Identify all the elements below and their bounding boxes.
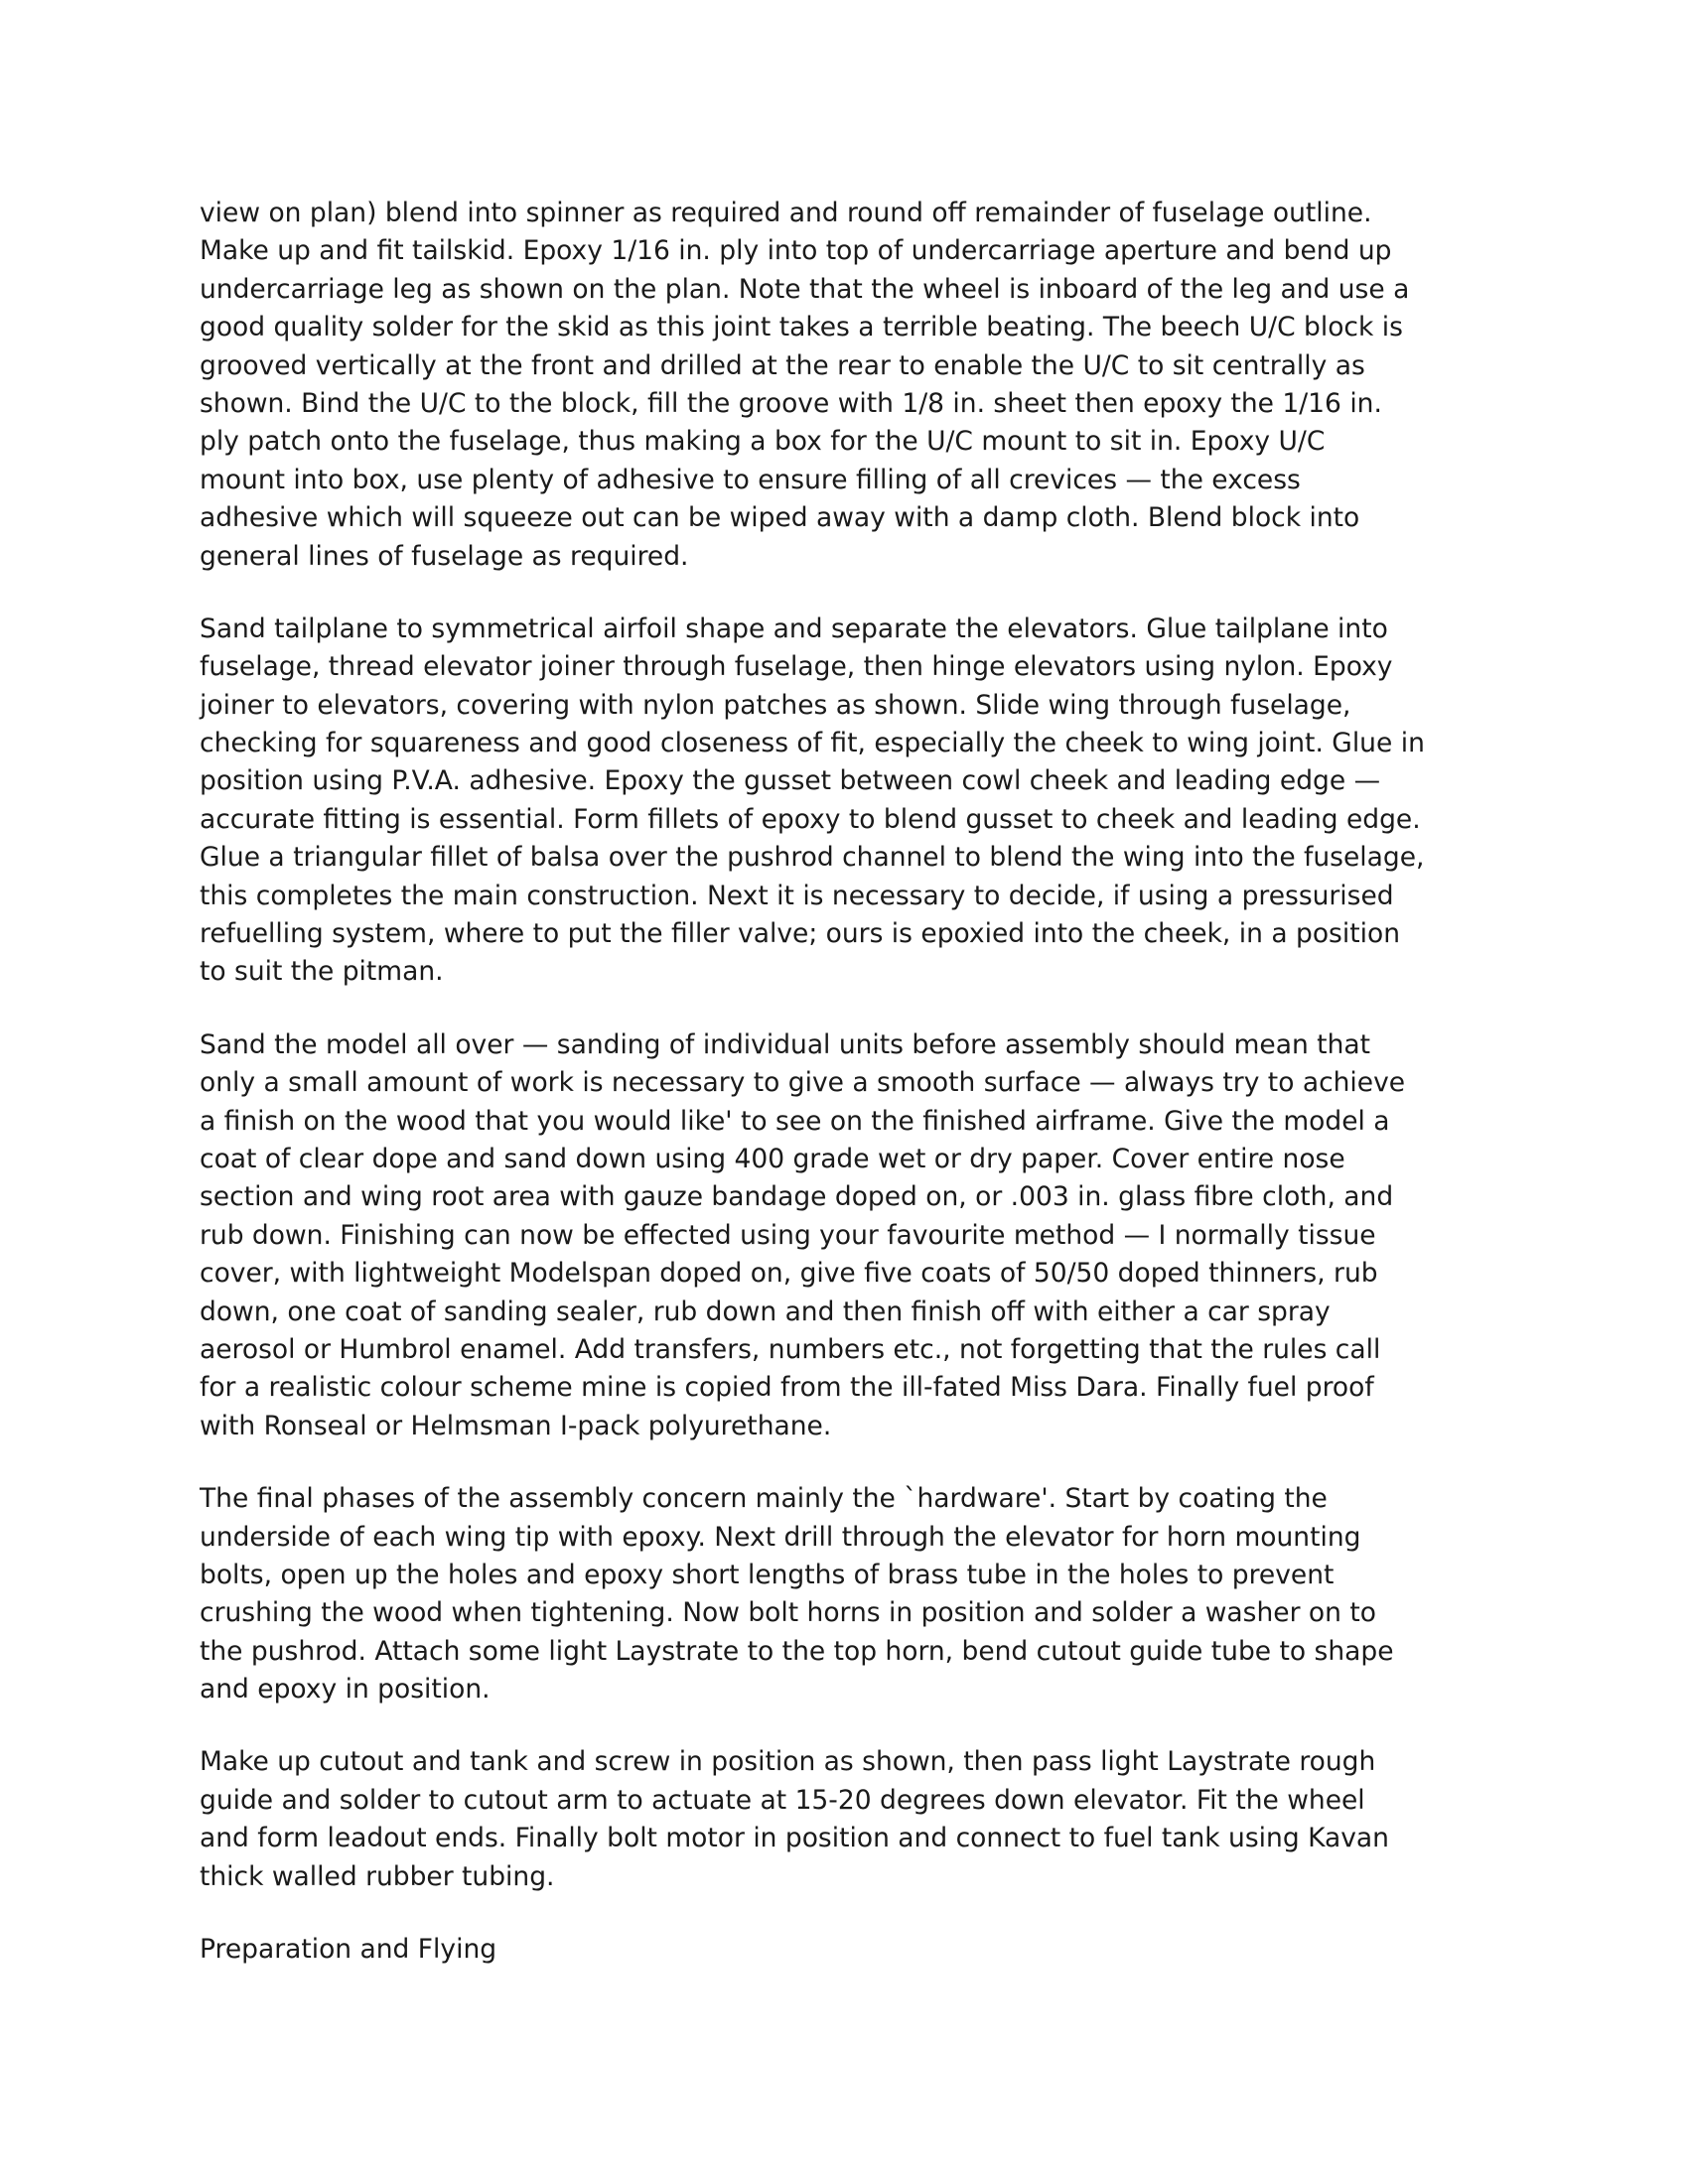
text-line: position using P.V.A. adhesive. Epoxy the gusset between cowl cheek and leading edge — — [200, 765, 1381, 797]
text-line: checking for squareness and good closeness of fit, especially the cheek to wing joint. Glue in — [200, 728, 1425, 759]
text-line: cover, with lightweight Modelspan doped on, give five coats of 50/50 doped thinners, rub — [200, 1258, 1378, 1290]
section-heading — [200, 1931, 1550, 1969]
text-line: guide and solder to cutout arm to actuate at 15-20 degrees down elevator. Fit the wheel — [200, 1784, 1365, 1816]
text-line: grooved vertically at the front and drilled at the rear to enable the U/C to sit centrally as — [200, 349, 1365, 381]
text-line: only a small amount of work is necessary to give a smooth surface — always try to achieve — [200, 1067, 1406, 1099]
text-line: Sand the model all over — sanding of individual units before assembly should mean that — [200, 1028, 1370, 1060]
paragraph-cutout-tank — [200, 1743, 1550, 1896]
text-line: general lines of fuselage as required. — [200, 540, 689, 572]
text-line: Make up cutout and tank and screw in position as shown, then pass light Laystrate rough — [200, 1746, 1376, 1778]
text-line: section and wing root area with gauze bandage doped on, or .003 in. glass fibre cloth, and — [200, 1181, 1394, 1213]
text-line: rub down. Finishing can now be effected using your favourite method — I normally tissue — [200, 1219, 1376, 1251]
text-line: Sand tailplane to symmetrical airfoil shape and separate the elevators. Glue tailplane into — [200, 613, 1388, 644]
text-line: thick walled rubber tubing. — [200, 1860, 555, 1892]
text-line: to suit the pitman. — [200, 956, 444, 988]
text-line: good quality solder for the skid as this joint takes a terrible beating. The beech U/C block is — [200, 312, 1403, 343]
text-line: joiner to elevators, covering with nylon patches as shown. Slide wing through fuselage, — [200, 689, 1351, 721]
text-line: for a realistic colour scheme mine is copied from the ill-fated Miss Dara. Finally fuel proof — [200, 1372, 1374, 1404]
text-line: Make up and fit tailskid. Epoxy 1/16 in. ply into top of undercarriage aperture and bend up — [200, 235, 1392, 267]
text-line: undercarriage leg as shown on the plan. Note that the wheel is inboard of the leg and use a — [200, 273, 1410, 305]
paragraph-finishing — [200, 1026, 1550, 1445]
text-line: coat of clear dope and sand down using 400 grade wet or dry paper. Cover entire nose — [200, 1143, 1345, 1174]
text-line: the pushrod. Attach some light Laystrate to the top horn, bend cutout guide tube to shape — [200, 1635, 1394, 1667]
text-line: and form leadout ends. Finally bolt motor in position and connect to fuel tank using Kavan — [200, 1823, 1389, 1854]
section-heading-text: Preparation and Flying — [200, 1934, 497, 1966]
paragraph-undercarriage — [200, 195, 1550, 576]
text-line: ply patch onto the fuselage, thus making a box for the U/C mount to sit in. Epoxy U/C — [200, 426, 1326, 458]
paragraph-tailplane-wing — [200, 611, 1550, 992]
text-line: view on plan) blend into spinner as required and round off remainder of fuselage outline. — [200, 198, 1372, 228]
paragraph-hardware — [200, 1480, 1550, 1708]
text-line: Glue a triangular fillet of balsa over the pushrod channel to blend the wing into the fuselage, — [200, 842, 1425, 874]
text-line: a finish on the wood that you would like' to see on the finished airframe. Give the model a — [200, 1105, 1390, 1137]
text-line: fuselage, thread elevator joiner through fuselage, then hinge elevators using nylon. Epoxy — [200, 651, 1393, 683]
text-line: and epoxy in position. — [200, 1674, 491, 1706]
text-line: accurate fitting is essential. Form fillets of epoxy to blend gusset to cheek and leading edge. — [200, 803, 1421, 835]
text-line: underside of each wing tip with epoxy. Next drill through the elevator for horn mounting — [200, 1521, 1361, 1553]
text-line: down, one coat of sanding sealer, rub down and then finish off with either a car spray — [200, 1296, 1331, 1327]
text-line: aerosol or Humbrol enamel. Add transfers, numbers etc., not forgetting that the rules call — [200, 1333, 1381, 1365]
text-line: shown. Bind the U/C to the block, fill the groove with 1/8 in. sheet then epoxy the 1/16 in. — [200, 387, 1382, 419]
text-line: crushing the wood when tightening. Now bolt horns in position and solder a washer on to — [200, 1597, 1376, 1629]
text-line: bolts, open up the holes and epoxy short lengths of brass tube in the holes to prevent — [200, 1559, 1335, 1590]
document-page — [200, 195, 1550, 1969]
text-line: The final phases of the assembly concern mainly the `hardware'. Start by coating the — [200, 1483, 1328, 1515]
text-line: mount into box, use plenty of adhesive to ensure filling of all crevices — the excess — [200, 464, 1301, 495]
text-line: adhesive which will squeeze out can be wiped away with a damp cloth. Blend block into — [200, 502, 1360, 534]
text-line: with Ronseal or Helmsman I-pack polyurethane. — [200, 1410, 832, 1441]
text-line: refuelling system, where to put the filler valve; ours is epoxied into the cheek, in a position — [200, 918, 1400, 950]
text-line: this completes the main construction. Next it is necessary to decide, if using a pressurised — [200, 880, 1394, 911]
